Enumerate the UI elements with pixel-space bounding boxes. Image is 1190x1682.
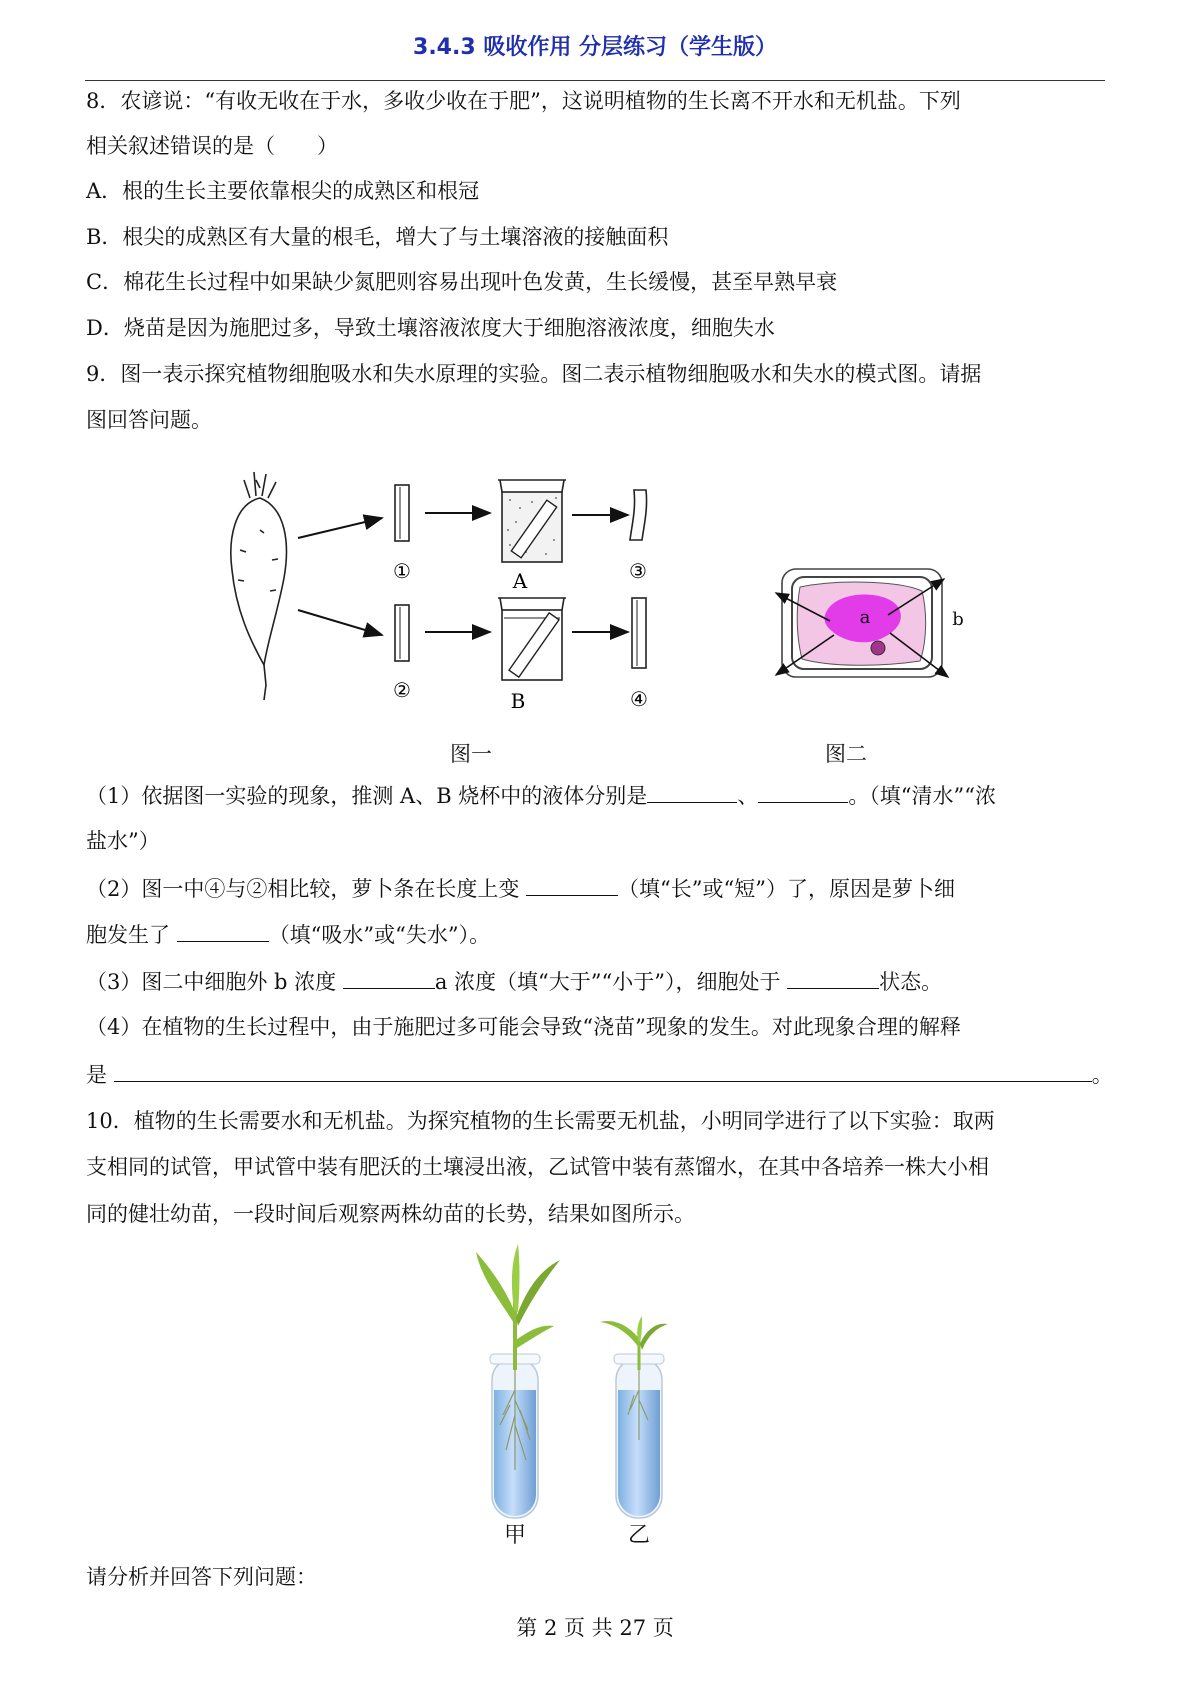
tube-yi bbox=[600, 1316, 668, 1518]
label-tube-yi: 乙 bbox=[627, 1523, 651, 1548]
answer-blank-beaker-b[interactable] bbox=[758, 780, 848, 803]
label-beaker-b: B bbox=[510, 689, 526, 713]
q9-part1-line2: 盐水”） bbox=[86, 829, 160, 853]
radish-drawing bbox=[231, 472, 287, 700]
q9-part2-line1 bbox=[86, 873, 955, 904]
q10-stem-line1: 10．植物的生长需要水和无机盐。为探究植物的生长需要无机盐，小明同学进行了以下实验：取两 bbox=[86, 1109, 995, 1133]
label-strip-2: ② bbox=[393, 678, 411, 702]
tube-jia bbox=[476, 1244, 560, 1518]
label-cell-a: a bbox=[859, 607, 871, 628]
beaker-b bbox=[498, 598, 566, 680]
label-cell-b: b bbox=[952, 609, 964, 630]
q9-stem-line1: 9．图一表示探究植物细胞吸水和失水原理的实验。图二表示植物细胞吸水和失水的模式图。请据 bbox=[86, 362, 982, 386]
q9-part2-text-c: 胞发生了 bbox=[86, 923, 177, 947]
page-header-title: 3.4.3 吸收作用 分层练习（学生版） bbox=[413, 35, 777, 60]
page-footer: 第 2 页 共 27 页 bbox=[516, 1616, 674, 1640]
q9-part2-text-d: （填“吸水”或“失水”）。 bbox=[268, 923, 491, 947]
q9-part2-line2 bbox=[86, 919, 490, 950]
q9-part4-line2 bbox=[86, 1059, 1113, 1090]
q8-stem-line1: 8．农谚说：“有收无收在于水，多收少收在于肥”，这说明植物的生长离不开水和无机盐。下列 bbox=[86, 89, 961, 113]
q10-stem-line2: 支相同的试管，甲试管中装有肥沃的土壤浸出液，乙试管中装有蒸馏水，在其中各培养一株大小相 bbox=[86, 1155, 989, 1179]
q8-stem-line2: 相关叙述错误的是（ ） bbox=[86, 134, 338, 158]
answer-blank-cell-state[interactable] bbox=[787, 966, 879, 989]
q8-option-c: C．棉花生长过程中如果缺少氮肥则容易出现叶色发黄，生长缓慢，甚至早熟早衰 bbox=[86, 270, 838, 294]
answer-blank-explanation[interactable] bbox=[114, 1059, 1092, 1082]
figure2-caption: 图二 bbox=[825, 742, 867, 766]
q9-part4-text-a: 是 bbox=[86, 1063, 114, 1087]
label-beaker-a: A bbox=[512, 569, 528, 593]
answer-blank-length[interactable] bbox=[526, 873, 618, 896]
q9-part1-line1 bbox=[86, 780, 996, 811]
q8-option-a: A．根的生长主要依靠根尖的成熟区和根冠 bbox=[86, 179, 480, 203]
q8-option-b: B．根尖的成熟区有大量的根毛，增大了与土壤溶液的接触面积 bbox=[86, 225, 669, 249]
q9-part4-text-b: 。 bbox=[1091, 1063, 1113, 1087]
q9-part3-text-b: a 浓度（填“大于”“小于”），细胞处于 bbox=[434, 970, 788, 994]
q9-part3-line bbox=[86, 966, 942, 997]
q9-part2-text-a: （2）图一中④与②相比较，萝卜条在长度上变 bbox=[86, 877, 527, 901]
q8-option-d: D．烧苗是因为施肥过多，导致土壤溶液浓度大于细胞溶液浓度，细胞失水 bbox=[86, 316, 775, 340]
answer-blank-concentration[interactable] bbox=[343, 966, 435, 989]
q9-part1-text-b: 。（填“清水”“浓 bbox=[848, 784, 997, 808]
label-tube-jia: 甲 bbox=[503, 1523, 527, 1548]
label-strip-3: ③ bbox=[629, 559, 647, 583]
header-divider bbox=[85, 80, 1105, 81]
figure1-caption: 图一 bbox=[450, 742, 492, 766]
q9-part3-text-c: 状态。 bbox=[879, 970, 943, 994]
q9-part4-line1: （4）在植物的生长过程中，由于施肥过多可能会导致“浇苗”现象的发生。对此现象合理的解释 bbox=[86, 1015, 961, 1039]
q9-part3-text-a: （3）图二中细胞外 b 浓度 bbox=[86, 970, 343, 994]
q9-part1-sep: 、 bbox=[737, 784, 759, 808]
q9-stem-line2: 图回答问题。 bbox=[86, 408, 212, 432]
answer-blank-water[interactable] bbox=[177, 919, 269, 942]
figure2-plant-cell bbox=[770, 565, 970, 685]
q9-part2-text-b: （填“长”或“短”）了，原因是萝卜细 bbox=[618, 877, 955, 901]
q9-part1-text-a: （1）依据图一实验的现象，推测 A、B 烧杯中的液体分别是 bbox=[86, 784, 648, 808]
q10-prompt: 请分析并回答下列问题： bbox=[86, 1565, 317, 1589]
figure-seedlings-test-tubes bbox=[470, 1240, 710, 1550]
answer-blank-beaker-a[interactable] bbox=[647, 780, 737, 803]
label-strip-4: ④ bbox=[630, 687, 648, 711]
q10-stem-line3: 同的健壮幼苗，一段时间后观察两株幼苗的长势，结果如图所示。 bbox=[86, 1202, 695, 1226]
beaker-a bbox=[498, 480, 566, 562]
label-strip-1: ① bbox=[393, 559, 411, 583]
figure1-radish-experiment bbox=[220, 460, 690, 720]
